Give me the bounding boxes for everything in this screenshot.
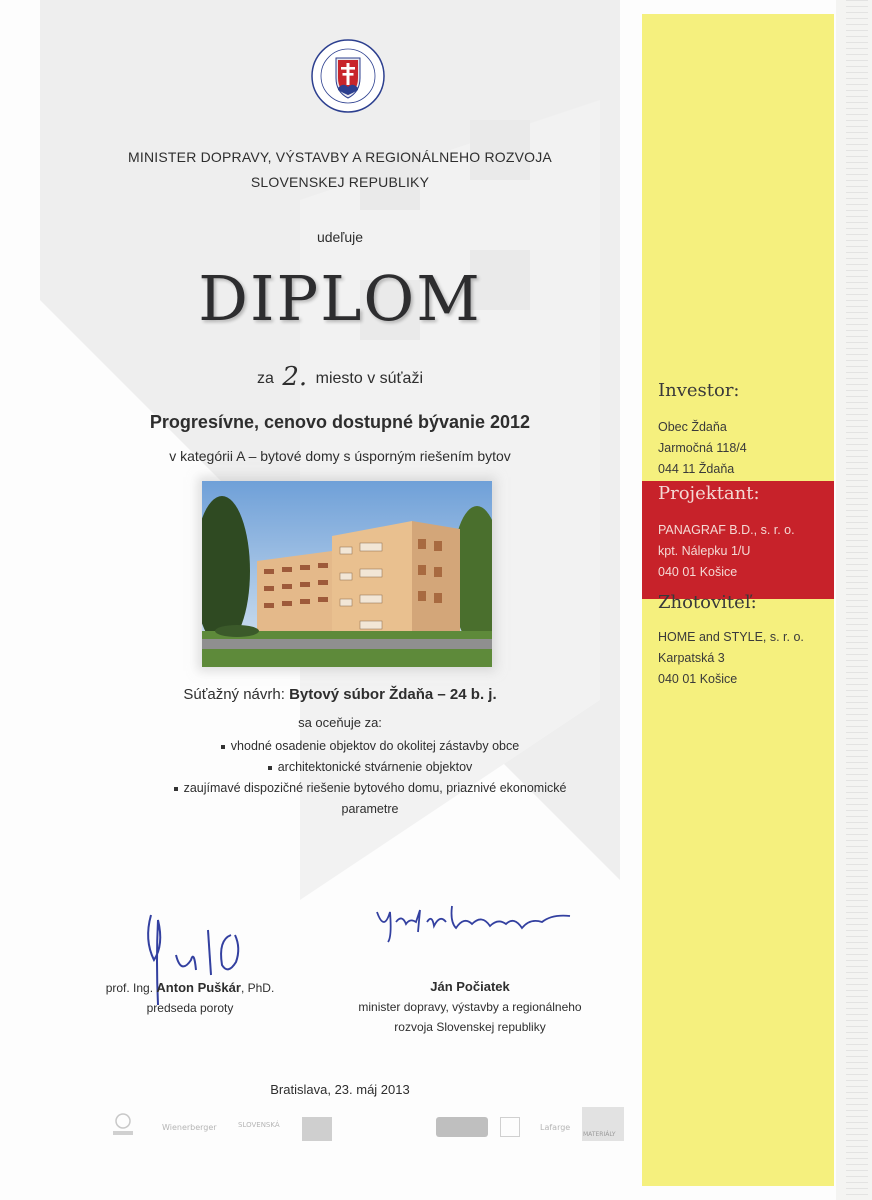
investor-line: Jarmočná 118/4 (658, 441, 747, 455)
competition-category: v kategórii A – bytové domy s úsporným riešením bytov (169, 448, 511, 464)
ministry-seal-icon (310, 38, 386, 114)
signature-right (372, 892, 572, 952)
bullet-icon (268, 766, 272, 770)
zhotovitel-section (642, 592, 834, 690)
scan-edge (836, 0, 872, 1200)
investor-title: Investor: (658, 380, 740, 401)
placement-line (0, 362, 680, 392)
placement-suffix: miesto v súťaži (315, 370, 423, 387)
proposal-line (0, 686, 680, 703)
awards-text: udeľuje (316, 229, 364, 245)
projektant-line: PANAGRAF B.D., s. r. o. (658, 523, 795, 537)
praise-list (150, 736, 590, 820)
bullet-icon (221, 745, 225, 749)
sponsor-logo-text: SLOVENSKÁ (238, 1121, 280, 1129)
chairman-title-prefix: prof. Ing. (105, 981, 154, 995)
list-item: architektonické stvárnenie objektov (150, 757, 590, 778)
zhotovitel-title: Zhotoviteľ: (658, 592, 757, 613)
diploma-title: DIPLOM (198, 262, 482, 335)
projektant-line: 040 01 Košice (658, 565, 738, 579)
minister-role-line-2: rozvoja Slovenskej republiky (394, 1020, 546, 1034)
chairman-name: Anton Puškár (156, 980, 241, 995)
placement-number: 2. (282, 362, 308, 392)
sponsor-logo-block (302, 1117, 332, 1141)
proposal-label: Súťažný návrh: (183, 686, 285, 703)
projektant-title: Projektant: (658, 483, 760, 504)
chairman-role: predseda poroty (146, 1001, 234, 1015)
issuer-line-2: SLOVENSKEJ REPUBLIKY (250, 174, 430, 190)
chairman-name-line (80, 978, 300, 998)
sponsor-logo-text: Lafarge (540, 1123, 571, 1132)
proposal-name: Bytový súbor Ždaňa – 24 b. j. (289, 686, 497, 703)
minister-signature-block (340, 977, 600, 1037)
issuer-heading (0, 145, 680, 195)
sponsor-logo-block (500, 1117, 520, 1137)
zhotovitel-line: Karpatská 3 (658, 651, 725, 665)
chairman-signature-block (80, 978, 300, 1018)
list-item: vhodné osadenie objektov do okolitej zástavby obce (150, 736, 590, 757)
place-and-date: Bratislava, 23. máj 2013 (270, 1082, 410, 1097)
sponsor-logo-block (436, 1117, 488, 1137)
zhotovitel-line: HOME and STYLE, s. r. o. (658, 630, 804, 644)
competition-name: Progresívne, cenovo dostupné bývanie 2012 (149, 412, 531, 432)
minister-role-line-1: minister dopravy, výstavby a regionálneho (358, 1000, 582, 1014)
issuer-line-1: MINISTER DOPRAVY, VÝSTAVBY A REGIONÁLNEHO ROZVOJA (128, 149, 552, 165)
building-photo (202, 481, 492, 667)
sponsor-logo-text: MATERIÁLY (583, 1131, 616, 1138)
list-item-continuation: parametre (341, 802, 399, 816)
sponsor-logo-icon (108, 1111, 138, 1139)
projektant-line: kpt. Nálepku 1/U (658, 544, 751, 558)
list-item: zaujímavé dispozičné riešenie bytového domu, priaznivé ekonomické (150, 778, 590, 799)
sponsor-logos (100, 1105, 640, 1145)
investor-line: Obec Ždaňa (658, 420, 727, 434)
chairman-title-suffix: , PhD. (240, 981, 275, 995)
minister-name: Ján Počiatek (430, 979, 510, 994)
bullet-icon (174, 787, 178, 791)
placement-prefix: za (257, 370, 274, 387)
projektant-section (642, 481, 834, 599)
zhotovitel-line: 040 01 Košice (658, 672, 738, 686)
praised-for-label: sa oceňuje za: (298, 715, 382, 730)
investor-line: 044 11 Ždaňa (658, 462, 735, 476)
sponsor-logo-text: Wienerberger (162, 1123, 217, 1132)
